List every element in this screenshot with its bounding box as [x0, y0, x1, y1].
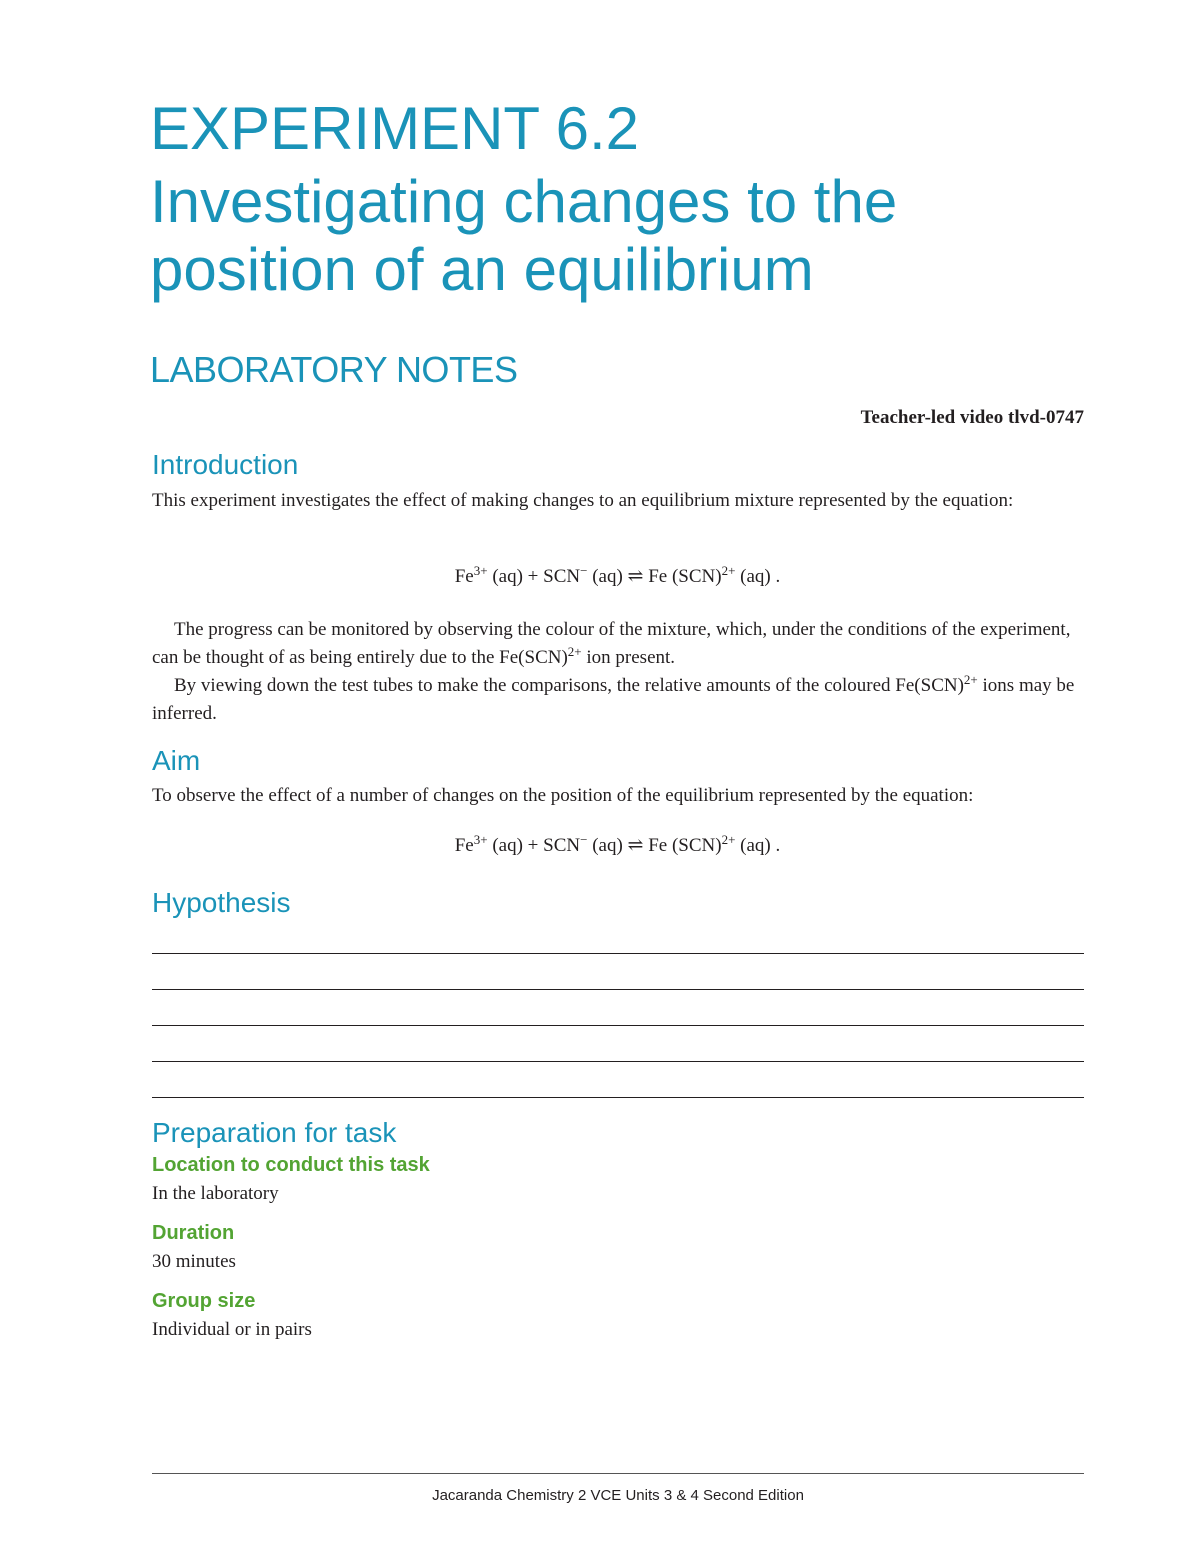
footer-divider	[152, 1473, 1084, 1474]
hypothesis-answer-line-1[interactable]	[152, 953, 1084, 954]
hypothesis-answer-line-2[interactable]	[152, 989, 1084, 990]
equation-part2: (aq) ⇌ Fe (SCN)	[587, 566, 722, 587]
hypothesis-answer-line-5[interactable]	[152, 1097, 1084, 1098]
introduction-text: This experiment investigates the effect of making changes to an equilibrium mixture represented by the equation:	[152, 490, 1014, 511]
introduction-paragraphs	[152, 616, 1087, 728]
video-reference[interactable]: Teacher-led video tlvd-0747	[860, 407, 1084, 428]
introduction-heading: Introduction	[152, 449, 299, 480]
aim-equation	[150, 834, 1085, 858]
location-value: In the laboratory	[152, 1183, 279, 1204]
introduction-paragraph-progress	[152, 616, 1087, 672]
equation-part1: (aq) + SCN	[487, 835, 581, 856]
hypothesis-heading: Hypothesis	[152, 887, 291, 918]
hypothesis-answer-line-4[interactable]	[152, 1061, 1084, 1062]
equation-part3: (aq) .	[735, 835, 781, 856]
paragraph-text: ion present.	[581, 647, 676, 668]
equation-fe: Fe	[454, 835, 474, 856]
aim-heading: Aim	[152, 745, 201, 776]
footer-text: Jacaranda Chemistry 2 VCE Units 3 & 4 Second Edition	[432, 1487, 804, 1504]
group-size-value: Individual or in pairs	[152, 1319, 312, 1340]
ion-charge: 2+	[963, 672, 978, 687]
equation-scn-charge: −	[580, 832, 588, 847]
experiment-title: EXPERIMENT 6.2	[150, 95, 640, 162]
equation-part1: (aq) + SCN	[487, 566, 581, 587]
equilibrium-equation	[150, 565, 1085, 589]
ion-charge: 2+	[567, 644, 582, 659]
introduction-paragraph-viewing	[152, 672, 1087, 728]
equation-part3: (aq) .	[735, 566, 781, 587]
equation-scn-charge: −	[580, 563, 588, 578]
equation-part2: (aq) ⇌ Fe (SCN)	[587, 835, 722, 856]
aim-text: To observe the effect of a number of changes on the position of the equilibrium represented by the equation:	[152, 785, 974, 806]
equation-fe-charge: 3+	[473, 832, 488, 847]
paragraph-text: ions may be inferred.	[152, 675, 1075, 724]
location-label: Location to conduct this task	[152, 1154, 430, 1176]
equation-fe-charge: 3+	[473, 563, 488, 578]
equation-product-charge: 2+	[721, 832, 736, 847]
paragraph-text: By viewing down the test tubes to make the comparisons, the relative amounts of the coloured Fe(SCN)	[174, 675, 964, 696]
section-label: LABORATORY NOTES	[150, 349, 518, 390]
experiment-subtitle: Investigating changes to the position of an equilibrium	[150, 168, 898, 303]
group-size-label: Group size	[152, 1290, 256, 1312]
paragraph-text: The progress can be monitored by observing the colour of the mixture, which, under the conditions of the experiment, can be thought of as being entirely due to the Fe(SCN)	[152, 619, 1071, 668]
equation-product-charge: 2+	[721, 563, 736, 578]
equation-fe: Fe	[454, 566, 474, 587]
preparation-heading: Preparation for task	[152, 1117, 397, 1148]
duration-value: 30 minutes	[152, 1251, 236, 1272]
duration-label: Duration	[152, 1222, 235, 1244]
hypothesis-answer-line-3[interactable]	[152, 1025, 1084, 1026]
